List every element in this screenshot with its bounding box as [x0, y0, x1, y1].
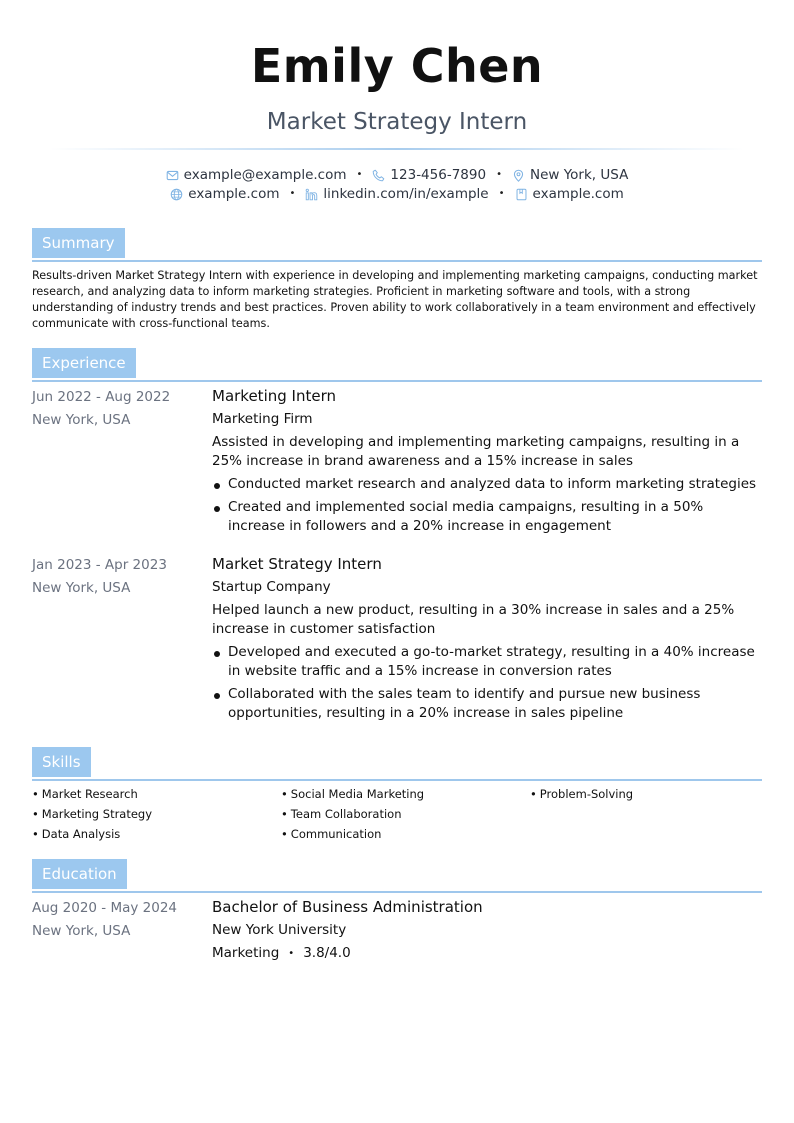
summary-text: Results-driven Market Strategy Intern with experience in developing and implementing marketing campaigns, conducting market research, and analyzing data to inform marketing strategies. Proficient in marketing software and tools, with a strong understanding of industry trends and best practices. Proven ability to work collaboratively in a team environment and effectively communicate with cross-functional teams. [32, 269, 758, 330]
skill-item: • Social Media Marketing [281, 786, 530, 802]
contact-phone-text: 123-456-7890 [390, 167, 487, 183]
contact-portfolio-text: example.com [532, 186, 624, 202]
skill-empty-cell [530, 826, 762, 842]
contact-location [512, 166, 628, 184]
education-section-header [32, 859, 762, 893]
job-description: Helped launch a new product, resulting in a 30% increase in sales and a 25% increase in customer satisfaction [212, 602, 735, 637]
skill-item: • Data Analysis [32, 826, 281, 842]
education-heading: Education [32, 859, 127, 889]
achievement-list [212, 475, 764, 536]
school-name: New York University [212, 922, 347, 938]
skill-item: • Market Research [32, 786, 281, 802]
candidate-title: Market Strategy Intern [266, 109, 528, 135]
contact-row-1 [0, 166, 794, 184]
contact-email[interactable] [166, 166, 347, 184]
skill-item: • Marketing Strategy [32, 806, 281, 822]
skill-item: • Problem-Solving [530, 786, 762, 802]
company-name: Marketing Firm [212, 411, 313, 427]
experience-location: New York, USA [32, 412, 131, 428]
contact-row-2 [0, 185, 794, 203]
contact-portfolio[interactable] [515, 185, 624, 203]
bookmark-icon [515, 188, 528, 201]
experience-heading: Experience [32, 348, 136, 378]
mail-icon [166, 169, 179, 182]
achievement-item: Created and implemented social media campaigns, resulting in a 50% increase in followers and a 20% increase in engagement [212, 498, 764, 536]
field-of-study: Marketing [212, 945, 280, 961]
achievement-item: Conducted market research and analyzed data to inform marketing strategies [212, 475, 764, 494]
job-description: Assisted in developing and implementing marketing campaigns, resulting in a 25% increase in brand awareness and a 15% increase in sales [212, 434, 740, 469]
contact-linkedin[interactable] [305, 185, 488, 203]
summary-section-header [32, 228, 762, 262]
contact-phone[interactable] [372, 166, 486, 184]
contact-website-text: example.com [188, 186, 280, 202]
experience-location: New York, USA [32, 580, 131, 596]
separator: • [356, 169, 363, 180]
skill-item: • Communication [281, 826, 530, 842]
skills-heading: Skills [32, 747, 91, 777]
separator: • [498, 188, 505, 199]
skill-empty-cell [530, 806, 762, 822]
job-title: Market Strategy Intern [212, 555, 382, 573]
skills-section-header [32, 747, 762, 781]
achievement-item: Collaborated with the sales team to identify and pursue new business opportunities, resulting in a 20% increase in sales pipeline [212, 685, 764, 723]
contact-location-text: New York, USA [529, 167, 629, 183]
job-title: Marketing Intern [212, 387, 336, 405]
education-details [212, 944, 764, 963]
achievement-item: Developed and executed a go-to-market strategy, resulting in a 40% increase in website traffic and a 15% increase in conversion rates [212, 643, 764, 681]
degree-title: Bachelor of Business Administration [212, 898, 483, 916]
separator: • [288, 948, 295, 959]
globe-icon [170, 188, 183, 201]
header-divider [50, 148, 744, 150]
education-dates: Aug 2020 - May 2024 [32, 900, 178, 916]
contact-website[interactable] [170, 185, 279, 203]
education-location: New York, USA [32, 923, 131, 939]
separator: • [496, 169, 502, 180]
skills-grid [32, 786, 762, 842]
company-name: Startup Company [212, 579, 331, 595]
location-icon [512, 169, 525, 182]
gpa: 3.8/4.0 [303, 945, 351, 961]
contact-email-text: example@example.com [183, 167, 347, 183]
linkedin-icon [305, 188, 318, 201]
experience-section-header [32, 348, 762, 382]
skill-item: • Team Collaboration [281, 806, 530, 822]
separator: • [289, 188, 296, 199]
summary-heading: Summary [32, 228, 125, 258]
candidate-name: Emily Chen [250, 39, 544, 93]
experience-dates: Jun 2022 - Aug 2022 [32, 389, 171, 405]
achievement-list [212, 643, 764, 723]
phone-icon [372, 169, 385, 182]
contact-linkedin-text: linkedin.com/in/example [323, 186, 489, 202]
experience-dates: Jan 2023 - Apr 2023 [32, 557, 167, 573]
